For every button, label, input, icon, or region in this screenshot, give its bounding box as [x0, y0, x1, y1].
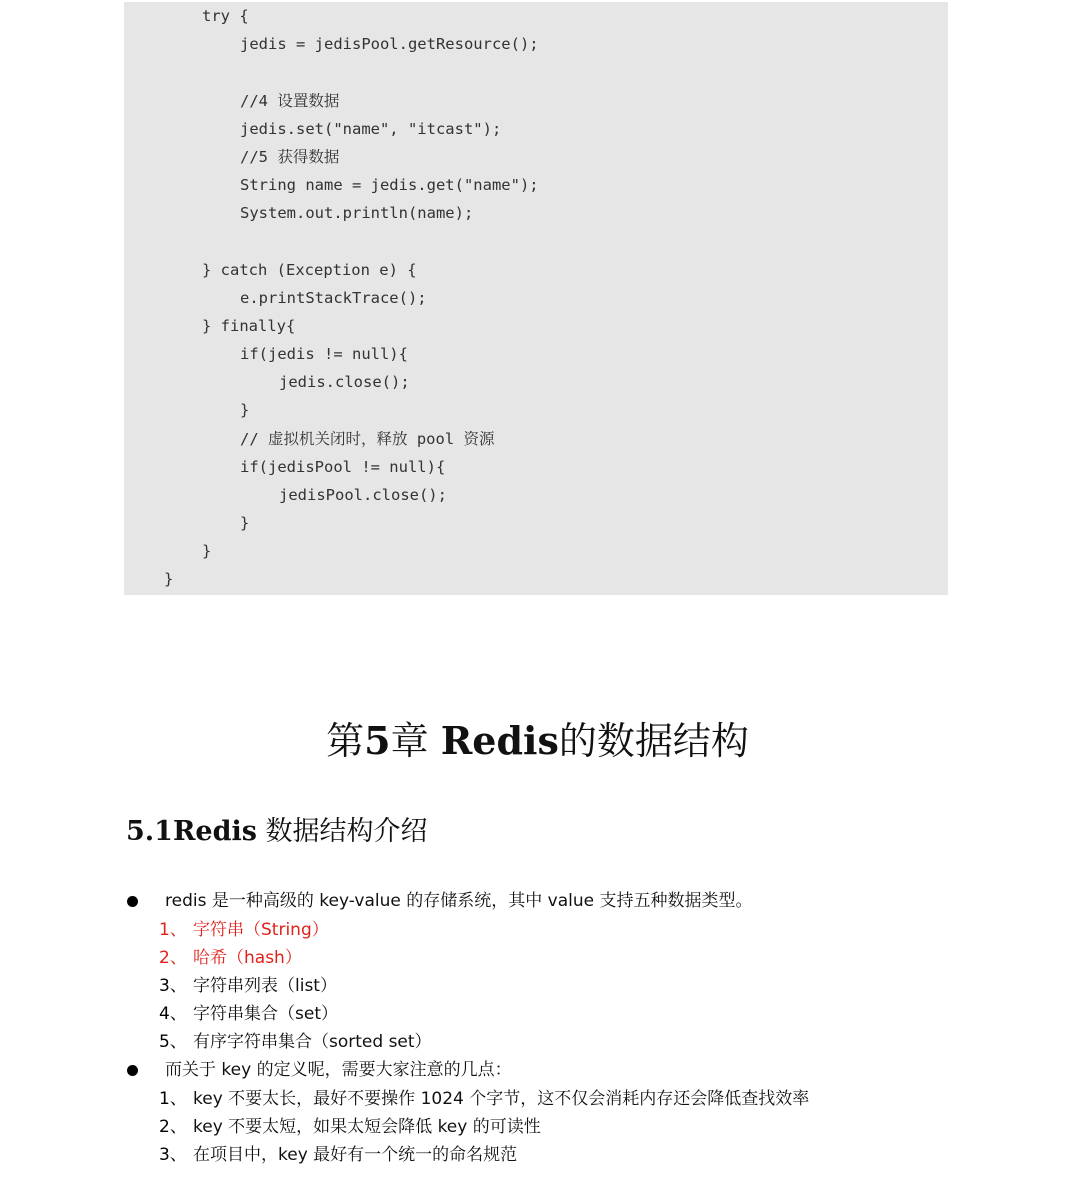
code-line: }	[202, 542, 212, 560]
code-line: String name = jedis.get("name");	[240, 176, 539, 194]
chapter-number: 5	[364, 718, 391, 763]
section-name: Redis	[172, 816, 257, 847]
list-item-number: 1、	[159, 1089, 187, 1109]
list-item-number: 3、	[159, 1145, 187, 1165]
list-item-number: 1、	[159, 920, 187, 940]
section-title	[126, 818, 428, 845]
list-item-number: 3、	[159, 976, 187, 996]
code-line: jedis = jedisPool.getResource();	[240, 35, 539, 53]
list-item: 在项目中，key 最好有一个统一的命名规范	[193, 1145, 518, 1165]
code-line: System.out.println(name);	[240, 204, 474, 222]
bullet-text: redis 是一种高级的 key-value 的存储系统，其中 value 支持五种数据类型。	[165, 891, 753, 911]
code-line: if(jedisPool != null){	[240, 458, 446, 476]
list-item-number: 5、	[159, 1032, 187, 1052]
list-item-number: 2、	[159, 1117, 187, 1137]
code-line: //5 获得数据	[240, 148, 340, 166]
code-line: jedis.set("name", "itcast");	[240, 120, 502, 138]
list-item-number: 2、	[159, 948, 187, 968]
code-line: try {	[202, 7, 249, 25]
bullet-icon	[127, 1065, 138, 1076]
chapter-title	[0, 718, 1075, 763]
list-item-number: 4、	[159, 1004, 187, 1024]
code-line: } finally{	[202, 317, 296, 335]
code-line: if(jedis != null){	[240, 345, 408, 363]
code-block	[124, 2, 948, 595]
section-number: 5.1	[126, 816, 173, 847]
code-line: jedisPool.close();	[279, 486, 447, 504]
code-line: }	[164, 570, 174, 588]
code-line: // 虚拟机关闭时，释放 pool 资源	[240, 430, 495, 448]
code-line: jedis.close();	[279, 373, 410, 391]
list-item: 哈希（hash）	[193, 948, 302, 968]
code-line: //4 设置数据	[240, 92, 340, 110]
list-item: key 不要太短，如果太短会降低 key 的可读性	[193, 1117, 541, 1137]
list-item: key 不要太长，最好不要操作 1024 个字节，这不仅会消耗内存还会降低查找效率	[193, 1089, 810, 1109]
bullet-icon	[127, 896, 138, 907]
list-item: 字符串（String）	[193, 920, 329, 940]
list-item: 字符串集合（set）	[193, 1004, 338, 1024]
list-item: 有序字符串集合（sorted set）	[193, 1032, 432, 1052]
chapter-suffix: 的数据结构	[558, 719, 749, 763]
chapter-mid: 章	[390, 719, 441, 763]
chapter-name: Redis	[440, 718, 559, 763]
code-line: } catch (Exception e) {	[202, 261, 417, 279]
chapter-prefix: 第	[326, 719, 365, 763]
code-line: }	[240, 514, 250, 532]
code-line: e.printStackTrace();	[240, 289, 427, 307]
list-item: 字符串列表（list）	[193, 976, 337, 996]
bullet-text: 而关于 key 的定义呢，需要大家注意的几点：	[165, 1060, 512, 1080]
code-line: }	[240, 401, 250, 419]
section-suffix: 数据结构介绍	[256, 816, 428, 847]
